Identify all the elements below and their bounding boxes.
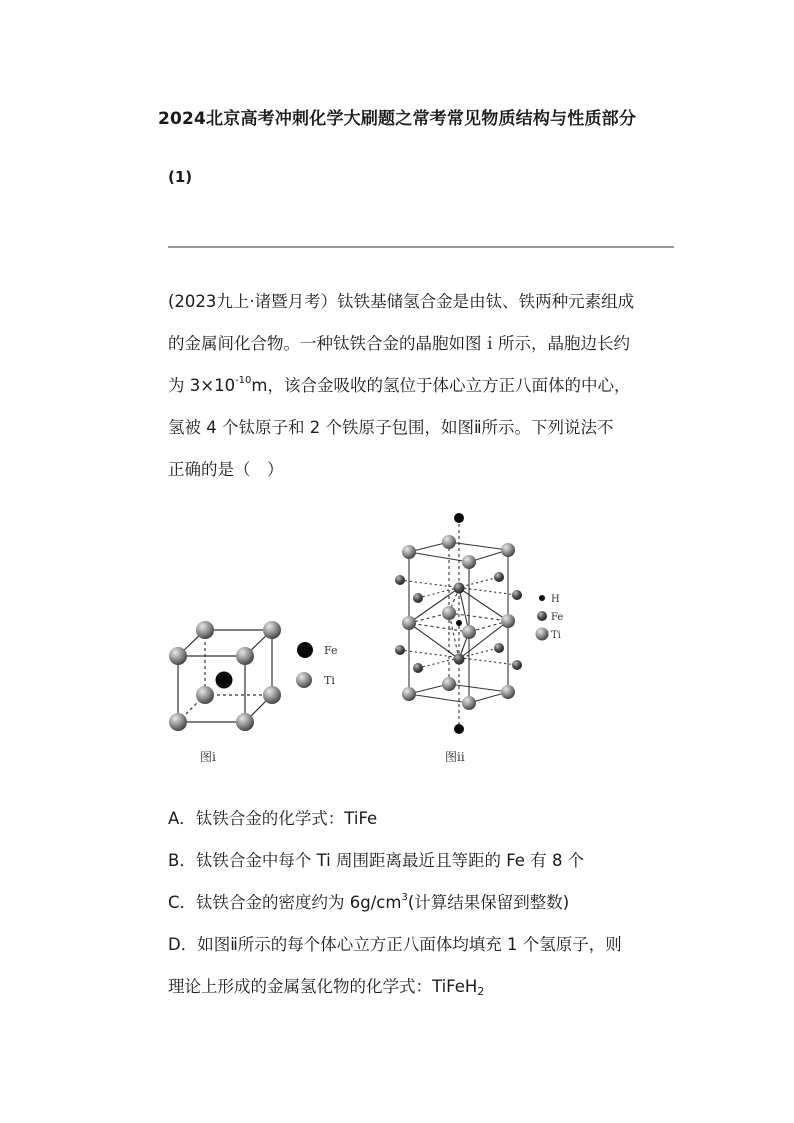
option-a: A．钛铁合金的化学式：TiFe [168, 809, 378, 828]
page-title: 2024北京高考冲刺化学大刷题之常考常见物质结构与性质部分 [157, 109, 637, 129]
option-d-line-2 [168, 973, 484, 997]
divider [168, 246, 674, 248]
stem-line-3 [168, 372, 631, 396]
stem-line-3-b: m，该合金吸收的氢位于体心立方正八面体的中心， [251, 376, 631, 395]
legend-h-label: H [551, 594, 560, 605]
figure-ii-caption: 图ⅱ [445, 750, 465, 764]
option-c-note: (计算结果保留到整数) [407, 893, 570, 912]
legend-ti-dot [296, 672, 312, 688]
legend-ti2-label: Ti [551, 630, 561, 641]
option-c-sup: 3 [401, 892, 408, 903]
option-b: B．钛铁合金中每个 Ti 周围距离最近且等距的 Fe 有 8 个 [168, 851, 585, 870]
stem-exponent: -10 [235, 375, 252, 386]
legend-fe-label: Fe [324, 644, 338, 657]
stem-line-1: (2023九上·诸暨月考）钛铁基储氢合金是由钛、铁两种元素组成 [168, 292, 635, 311]
stem-line-2: 的金属间化合物。一种钛铁合金的晶胞如图ｉ所示，晶胞边长约 [168, 334, 630, 353]
option-c [168, 889, 569, 913]
stem-line-5: 正确的是（ ） [168, 460, 284, 479]
option-c-text: C．钛铁合金的密度约为 6g/cm [168, 893, 402, 912]
legend-ti2-dot [536, 628, 549, 641]
legend-fe-dot [297, 642, 313, 658]
legend-ti-label: Ti [324, 674, 335, 687]
question-number: (1) [168, 168, 193, 186]
figure-i-caption: 图i [200, 750, 216, 764]
legend-h-dot [539, 595, 545, 601]
legend-fe2-dot [537, 611, 547, 621]
option-d-line-1: D．如图ⅱ所示的每个体心立方正八面体均填充 1 个氢原子，则 [168, 935, 622, 954]
legend-fe2-label: Fe [551, 612, 564, 623]
option-d-sub: 2 [477, 985, 485, 998]
stem-line-4: 氢被 4 个钛原子和 2 个铁原子包围，如图ⅱ所示。下列说法不 [168, 418, 614, 437]
crystal-figure [150, 500, 590, 775]
option-d-formula: 理论上形成的金属氢化物的化学式：TiFeH [168, 977, 478, 996]
stem-line-3-a: 为 3×10 [168, 376, 236, 395]
